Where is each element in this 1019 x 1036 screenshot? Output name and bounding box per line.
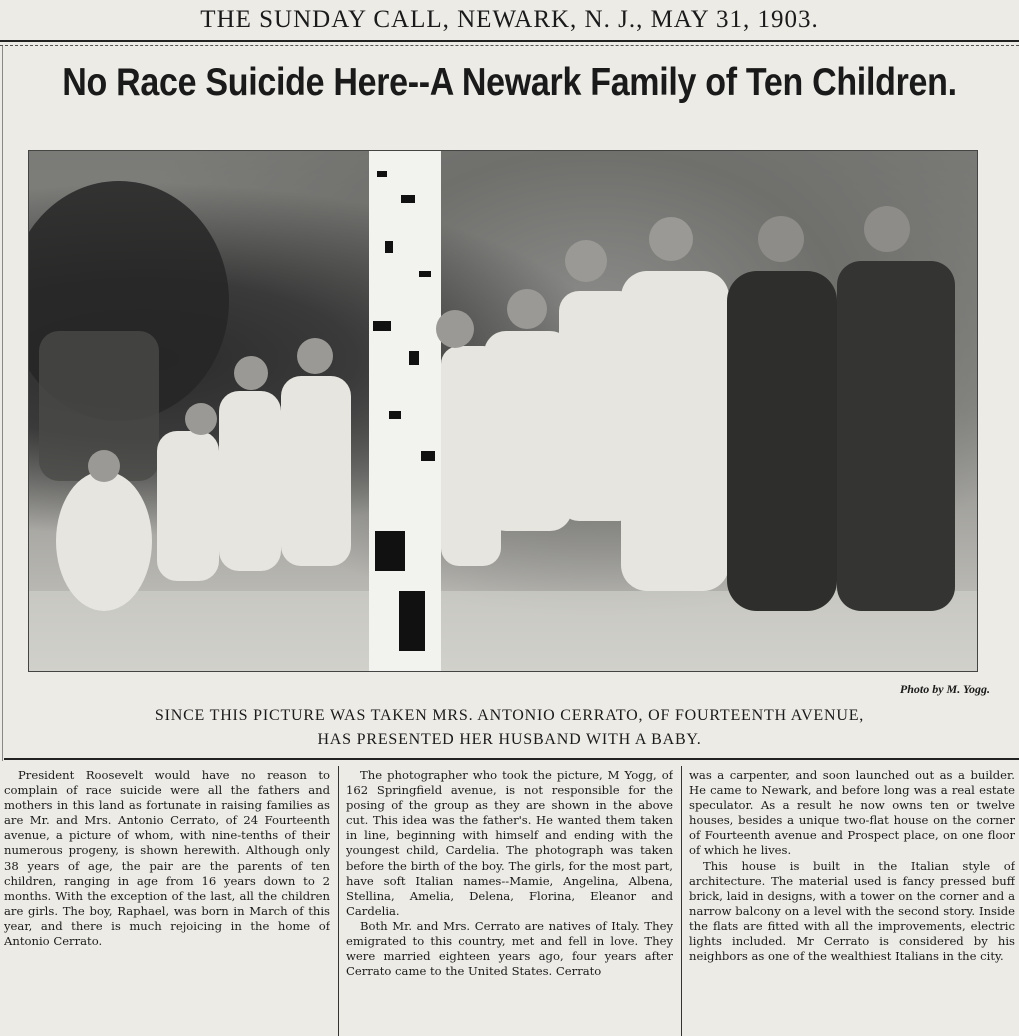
column-rule <box>4 758 1019 760</box>
article-paragraph: The photographer who took the picture, M Yogg, of 162 Springfield avenue, is not responsible for the posing of the group as they are shown in the above cut. This idea was the father's. He wanted them taken in line, beginning with himself and ending with the youngest child, Cardelia. The photograph was taken before the birth of the boy. The girls, for the most part, have soft Italian names--Mamie, Angelina, Albena, Stellina, Amelia, Delena, Florina, Eleanor and Cardelia. <box>346 768 673 918</box>
caption-line-2: HAS PRESENTED HER HUSBAND WITH A BABY. <box>317 731 702 748</box>
article-column-3 <box>689 768 1015 1036</box>
article-column-1 <box>4 768 330 1036</box>
article-column-2 <box>346 768 673 1036</box>
family-photograph <box>28 150 978 672</box>
article-paragraph: Both Mr. and Mrs. Cerrato are natives of Italy. They emigrated to this country, met and fell in love. They were married eighteen years ago, four years after Cerrato came to the United States. Cerrato <box>346 918 673 979</box>
page-edge <box>2 46 3 761</box>
family-photograph-illustration <box>29 151 977 671</box>
article-paragraph: was a carpenter, and soon launched out as a builder. He came to Newark, and before long was a real estate speculator. As a result he now owns ten or twelve houses, besides a unique two-flat house on the corner of Fourteenth avenue and Prospect place, on one floor of which he lives. <box>689 768 1015 858</box>
masthead-rule <box>0 40 1019 42</box>
caption-line-1: SINCE THIS PICTURE WAS TAKEN MRS. ANTONIO CERRATO, OF FOURTEENTH AVENUE, <box>154 707 865 724</box>
column-divider <box>338 766 339 1036</box>
photo-caption <box>0 704 1019 752</box>
photo-credit: Photo by M. Yogg. <box>899 682 990 696</box>
article-paragraph: President Roosevelt would have no reason to complain of race suicide were all the fathers and mothers in this land as fortunate in raising families as are Mr. and Mrs. Antonio Cerrato, of 24 Fourteenth avenue, a picture of whom, with nine-tenths of their numerous progeny, is shown herewith. Although only 38 years of age, the pair are the parents of ten children, ranging in age from 16 years down to 2 months. With the exception of the last, all the children are girls. The boy, Raphael, was born in March of this year, and there is much rejoicing in the home of Antonio Cerrato. <box>4 768 330 949</box>
headline: No Race Suicide Here--A Newark Family of Ten Children. <box>62 60 957 105</box>
masthead-rule-dashed <box>0 45 1019 46</box>
article-paragraph: This house is built in the Italian style of architecture. The material used is fancy pressed buff brick, laid in designs, with a tower on the corner and a narrow balcony on a level with the second story. Inside the flats are fitted with all the improvements, electric lights included. Mr Cerrato is considered by his neighbors as one of the wealthiest Italians in the city. <box>689 858 1015 964</box>
column-divider <box>681 766 682 1036</box>
masthead: THE SUNDAY CALL, NEWARK, N. J., MAY 31, 1903. <box>200 6 819 33</box>
